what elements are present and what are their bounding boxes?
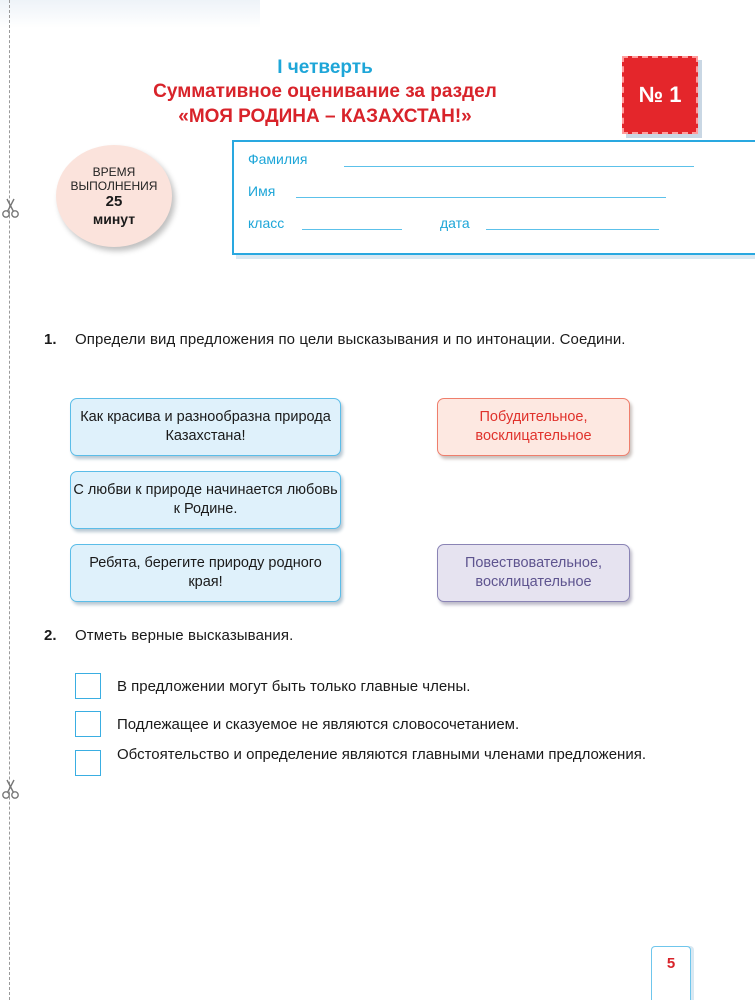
section-title: «МОЯ РОДИНА – КАЗАХСТАН!»: [178, 106, 472, 127]
sentence-type-card[interactable]: Побудительное, восклицательное: [437, 398, 630, 456]
page-number: 5: [651, 946, 691, 1000]
answer-option: Обстоятельство и определение являются главными членами предложения.: [117, 746, 646, 763]
date-field[interactable]: [486, 229, 659, 230]
scissors-icon: [0, 778, 22, 800]
answer-checkbox[interactable]: [75, 673, 101, 699]
sentence-card[interactable]: Ребята, берегите природу родного края!: [70, 544, 341, 602]
quarter-heading: I четверть: [277, 57, 373, 78]
assessment-subtitle: Суммативное оценивание за раздел: [153, 81, 497, 102]
top-decorative-strip: [0, 0, 260, 28]
time-badge: [56, 145, 172, 247]
answer-checkbox[interactable]: [75, 750, 101, 776]
answer-checkbox[interactable]: [75, 711, 101, 737]
student-info-form: [232, 140, 755, 255]
time-unit: минут: [92, 211, 136, 227]
sentence-card[interactable]: Как красива и разнообразна природа Казахстана!: [70, 398, 341, 456]
task2-instruction: Отметь верные высказывания.: [75, 627, 294, 644]
surname-label: Фамилия: [248, 151, 308, 167]
task-number-badge: № 1: [622, 56, 698, 134]
scissors-icon: [0, 197, 22, 219]
sentence-type-card[interactable]: Повествовательное, восклицательное: [437, 544, 630, 602]
sentence-card[interactable]: С любви к природе начинается любовь к Родине.: [70, 471, 341, 529]
class-label: класс: [248, 215, 285, 231]
date-label: дата: [440, 215, 470, 231]
surname-field[interactable]: [344, 166, 694, 167]
task1-text: Определи вид предложения по цели высказывания и по интонации. Соедини.: [75, 331, 626, 348]
name-field[interactable]: [296, 197, 666, 198]
class-field[interactable]: [302, 229, 402, 230]
time-label-1: ВРЕМЯ: [92, 165, 136, 179]
name-label: Имя: [248, 183, 276, 199]
time-label-2: ВЫПОЛНЕНИЯ: [70, 179, 158, 193]
task1-instruction: [75, 329, 711, 350]
answer-option: Подлежащее и сказуемое не являются словосочетанием.: [117, 716, 520, 733]
task1-number: 1.: [44, 331, 57, 348]
task2-number: 2.: [44, 627, 57, 644]
time-minutes: 25: [105, 193, 123, 210]
cut-line: [9, 0, 10, 1000]
answer-option: В предложении могут быть только главные члены.: [117, 678, 471, 695]
